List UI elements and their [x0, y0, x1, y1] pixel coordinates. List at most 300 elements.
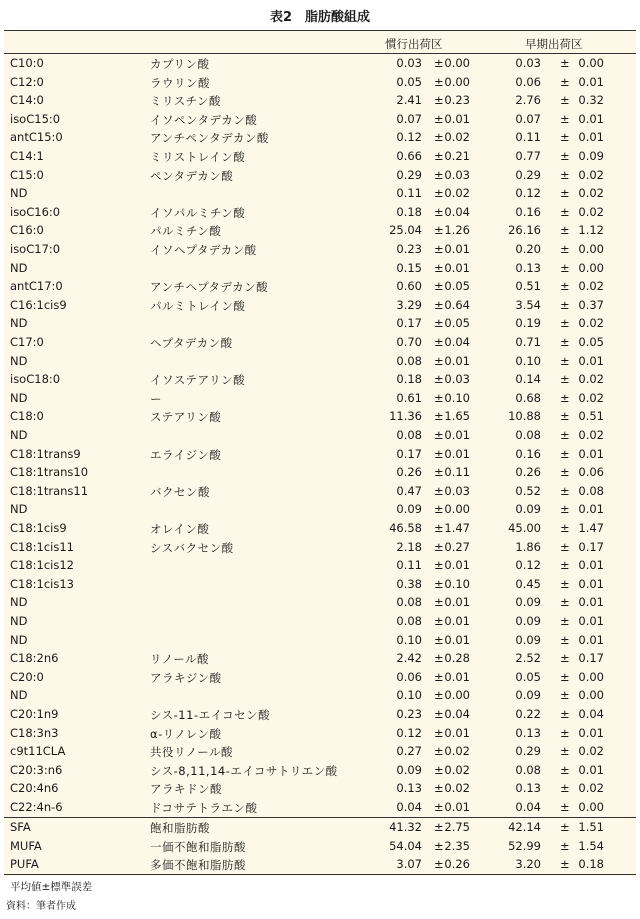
conventional-mean: 11.36 — [389, 409, 422, 424]
acid-code: C22:4n-6 — [10, 800, 63, 814]
early-mean: 0.51 — [515, 279, 541, 294]
acid-name: リノール酸 — [150, 652, 209, 667]
conventional-mean: 2.41 — [396, 93, 422, 108]
plus-minus: ± — [560, 390, 570, 405]
conventional-mean: 0.11 — [396, 186, 422, 201]
plus-minus: ± — [434, 56, 444, 70]
conventional-mean: 0.17 — [396, 446, 422, 461]
early-mean: 0.09 — [515, 632, 541, 647]
acid-code: C18:1trans9 — [10, 446, 81, 461]
plus-minus: ± — [560, 595, 570, 610]
conventional-se: 0.01 — [444, 558, 470, 573]
early-mean: 52.99 — [508, 838, 541, 853]
plus-minus: ± — [434, 372, 444, 387]
plus-minus: ± — [434, 446, 444, 461]
conventional-mean: 0.10 — [396, 632, 422, 647]
plus-minus: ± — [560, 409, 570, 424]
early-mean: 0.77 — [515, 149, 541, 163]
plus-minus: ± — [560, 857, 570, 872]
conventional-mean: 0.06 — [396, 669, 422, 684]
plus-minus: ± — [560, 483, 570, 498]
conventional-se: 0.04 — [444, 204, 470, 219]
conventional-mean: 41.32 — [389, 820, 422, 834]
plus-minus: ± — [560, 204, 570, 219]
conventional-se: 0.10 — [444, 390, 470, 405]
plus-minus: ± — [434, 483, 444, 498]
plus-minus: ± — [560, 558, 570, 573]
plus-minus: ± — [434, 595, 444, 610]
conventional-mean: 2.18 — [396, 539, 422, 554]
plus-minus: ± — [434, 186, 444, 201]
acid-code: ND — [10, 353, 28, 368]
plus-minus: ± — [434, 576, 444, 591]
early-se: 0.08 — [578, 483, 604, 498]
conventional-se: 2.35 — [444, 838, 470, 853]
conventional-se: 0.00 — [444, 74, 470, 89]
early-mean: 0.06 — [515, 74, 541, 89]
plus-minus: ± — [434, 409, 444, 424]
conventional-se: 0.00 — [444, 502, 470, 517]
plus-minus: ± — [434, 762, 444, 777]
acid-code: C18:1trans11 — [10, 483, 89, 498]
conventional-se: 0.01 — [444, 428, 470, 442]
plus-minus: ± — [434, 149, 444, 163]
plus-minus: ± — [560, 502, 570, 517]
early-se: 0.01 — [578, 558, 604, 573]
early-mean: 0.10 — [515, 353, 541, 368]
plus-minus: ± — [434, 539, 444, 554]
early-se: 0.02 — [578, 372, 604, 387]
table-row — [4, 500, 636, 519]
acid-code: C15:0 — [10, 167, 44, 182]
plus-minus: ± — [560, 669, 570, 684]
plus-minus: ± — [434, 335, 444, 349]
acid-name: イソヘプタデカン酸 — [150, 243, 257, 257]
conventional-mean: 0.08 — [396, 353, 422, 368]
table-row — [4, 110, 636, 129]
early-se: 0.00 — [578, 56, 604, 70]
early-mean: 0.29 — [515, 744, 541, 759]
acid-name: ー — [150, 391, 162, 406]
plus-minus: ± — [560, 242, 570, 256]
acid-name: アラキドン酸 — [150, 782, 222, 797]
table-row — [4, 147, 636, 166]
early-mean: 0.16 — [515, 204, 541, 219]
conventional-se: 0.02 — [444, 130, 470, 145]
table-row — [4, 407, 636, 426]
plus-minus: ± — [434, 297, 444, 312]
early-se: 0.01 — [578, 632, 604, 647]
conventional-se: 2.75 — [444, 820, 470, 834]
conventional-se: 0.02 — [444, 186, 470, 201]
acid-name: カプリン酸 — [150, 57, 210, 71]
acid-name: パルミトレイン酸 — [150, 298, 246, 313]
early-mean: 0.11 — [515, 130, 541, 145]
conventional-mean: 0.70 — [396, 335, 422, 349]
plus-minus: ± — [434, 130, 444, 145]
early-mean: 0.13 — [515, 781, 541, 796]
bottom-rule — [4, 874, 636, 875]
table-row — [4, 333, 636, 352]
table-row — [4, 686, 636, 705]
acid-name: シスバクセン酸 — [150, 540, 234, 555]
plus-minus: ± — [434, 800, 444, 814]
acid-name: ドコサテトラエン酸 — [150, 801, 258, 815]
plus-minus: ± — [560, 316, 570, 331]
fatty-acid-table — [4, 30, 636, 893]
plus-minus: ± — [434, 316, 444, 331]
conventional-se: 0.01 — [444, 242, 470, 256]
conventional-se: 0.26 — [444, 857, 470, 872]
plus-minus: ± — [560, 74, 570, 89]
conventional-mean: 25.04 — [389, 223, 422, 238]
plus-minus: ± — [560, 372, 570, 387]
plus-minus: ± — [560, 446, 570, 461]
early-mean: 0.08 — [515, 762, 541, 777]
acid-code: isoC16:0 — [10, 204, 61, 219]
early-mean: 0.04 — [515, 800, 541, 814]
table-row — [4, 203, 636, 222]
plus-minus: ± — [434, 260, 444, 275]
plus-minus: ± — [560, 186, 570, 201]
table-row — [4, 855, 636, 874]
early-mean: 0.09 — [515, 688, 541, 703]
conventional-mean: 3.07 — [396, 857, 422, 872]
acid-name: ミリスチン酸 — [150, 94, 221, 109]
conventional-mean: 2.42 — [396, 651, 422, 666]
early-se: 0.02 — [578, 279, 604, 294]
conventional-mean: 0.07 — [396, 111, 422, 126]
early-mean: 0.07 — [515, 111, 541, 126]
source-note: 資料：筆者作成 — [6, 901, 76, 912]
plus-minus: ± — [560, 465, 570, 480]
acid-code: c9t11CLA — [10, 744, 66, 759]
early-se: 0.00 — [578, 688, 604, 703]
header-early: 早期出荷区 — [525, 37, 583, 51]
early-mean: 0.52 — [515, 483, 541, 498]
plus-minus: ± — [560, 149, 570, 163]
early-mean: 0.71 — [515, 335, 541, 349]
conventional-se: 0.04 — [444, 335, 470, 349]
early-se: 0.18 — [578, 857, 604, 872]
early-se: 0.01 — [578, 595, 604, 610]
conventional-se: 0.01 — [444, 725, 470, 740]
conventional-mean: 0.18 — [396, 204, 422, 219]
acid-name: ペンタデカン酸 — [150, 168, 234, 183]
table-row — [4, 538, 636, 557]
acid-code: C10:0 — [10, 56, 44, 70]
table-row — [4, 779, 636, 798]
conventional-mean: 0.60 — [396, 279, 422, 294]
acid-name: オレイン酸 — [150, 522, 210, 536]
early-se: 0.02 — [578, 167, 604, 182]
acid-code: C16:1cis9 — [10, 297, 67, 312]
early-mean: 0.29 — [515, 167, 541, 182]
plus-minus: ± — [434, 820, 444, 834]
conventional-mean: 0.08 — [396, 595, 422, 610]
early-se: 1.12 — [578, 223, 604, 238]
plus-minus: ± — [434, 465, 444, 480]
early-se: 0.01 — [578, 762, 604, 777]
early-mean: 0.22 — [515, 707, 541, 721]
acid-code: ND — [10, 316, 28, 331]
acid-code: MUFA — [10, 838, 42, 853]
early-mean: 2.76 — [515, 93, 541, 108]
acid-name: 飽和脂肪酸 — [150, 821, 210, 835]
plus-minus: ± — [434, 688, 444, 703]
acid-code: ND — [10, 260, 28, 275]
early-se: 0.02 — [578, 204, 604, 219]
early-mean: 3.54 — [515, 297, 541, 312]
acid-name: イソペンタデカン酸 — [150, 112, 258, 127]
plus-minus: ± — [560, 725, 570, 740]
table-row — [4, 742, 636, 761]
plus-minus: ± — [434, 204, 444, 219]
acid-code: C17:0 — [10, 335, 44, 349]
conventional-mean: 0.29 — [396, 167, 422, 182]
early-mean: 1.86 — [515, 539, 541, 554]
conventional-mean: 0.27 — [396, 744, 422, 759]
acid-code: SFA — [10, 820, 31, 834]
acid-code: C20:4n6 — [10, 781, 59, 796]
plus-minus: ± — [560, 56, 570, 70]
plus-minus: ± — [560, 707, 570, 721]
table-row — [4, 556, 636, 575]
conventional-mean: 0.26 — [396, 465, 422, 480]
plus-minus: ± — [560, 744, 570, 759]
table-row — [4, 370, 636, 389]
table-row — [4, 73, 636, 92]
conventional-mean: 0.09 — [396, 762, 422, 777]
acid-code: C12:0 — [10, 74, 44, 89]
table-row — [4, 166, 636, 185]
table-row — [4, 612, 636, 631]
conventional-se: 0.05 — [444, 316, 470, 331]
conventional-se: 1.47 — [444, 521, 470, 535]
table-row — [4, 54, 636, 73]
plus-minus: ± — [434, 167, 444, 182]
conventional-mean: 3.29 — [396, 297, 422, 312]
plus-minus: ± — [560, 800, 570, 814]
early-mean: 0.20 — [515, 242, 541, 256]
conventional-se: 0.27 — [444, 539, 470, 554]
early-se: 0.09 — [578, 149, 604, 163]
plus-minus: ± — [560, 335, 570, 349]
conventional-se: 0.01 — [444, 353, 470, 368]
early-se: 0.00 — [578, 242, 604, 256]
table-row — [4, 818, 636, 837]
acid-name: 多価不飽和脂肪酸 — [150, 858, 246, 873]
table-row — [4, 575, 636, 594]
acid-code: isoC17:0 — [10, 242, 61, 256]
early-mean: 2.52 — [515, 651, 541, 666]
early-mean: 0.12 — [515, 558, 541, 573]
plus-minus: ± — [560, 688, 570, 703]
plus-minus: ± — [434, 744, 444, 759]
table-row — [4, 128, 636, 147]
conventional-mean: 46.58 — [389, 521, 422, 535]
plus-minus: ± — [434, 669, 444, 684]
conventional-se: 0.11 — [444, 465, 470, 480]
early-mean: 0.19 — [515, 316, 541, 331]
early-mean: 0.45 — [515, 576, 541, 591]
conventional-mean: 0.08 — [396, 428, 422, 442]
table-row — [4, 389, 636, 408]
plus-minus: ± — [434, 111, 444, 126]
table-title: 表2 脂肪酸組成 — [269, 10, 371, 25]
conventional-se: 0.01 — [444, 632, 470, 647]
plus-minus: ± — [560, 260, 570, 275]
early-se: 0.01 — [578, 614, 604, 628]
conventional-se: 0.01 — [444, 800, 470, 814]
early-se: 0.37 — [578, 297, 604, 312]
acid-name: α-リノレン酸 — [150, 726, 222, 741]
early-mean: 0.16 — [515, 446, 541, 461]
early-se: 0.32 — [578, 93, 604, 108]
plus-minus: ± — [560, 111, 570, 126]
acid-name: ステアリン酸 — [150, 410, 222, 425]
early-se: 0.01 — [578, 130, 604, 145]
acid-code: ND — [10, 595, 28, 610]
plus-minus: ± — [434, 353, 444, 368]
conventional-mean: 0.10 — [396, 688, 422, 703]
acid-code: C18:1trans10 — [10, 465, 89, 480]
acid-name: アンチペンタデカン酸 — [150, 131, 269, 146]
conventional-se: 1.26 — [444, 223, 470, 238]
acid-name: バクセン酸 — [150, 484, 210, 499]
table-row — [4, 277, 636, 296]
conventional-mean: 0.61 — [396, 390, 422, 405]
acid-name: イソステアリン酸 — [150, 373, 246, 388]
early-mean: 0.03 — [515, 56, 541, 70]
acid-code: ND — [10, 186, 28, 201]
early-se: 0.01 — [578, 576, 604, 591]
table-row — [4, 445, 636, 464]
conventional-se: 0.02 — [444, 744, 470, 759]
plus-minus: ± — [434, 502, 444, 517]
early-se: 0.00 — [578, 800, 604, 814]
conventional-se: 0.01 — [444, 614, 470, 628]
footnote: 平均値±標準誤差 — [10, 881, 93, 893]
plus-minus: ± — [560, 539, 570, 554]
early-se: 0.01 — [578, 725, 604, 740]
early-se: 0.01 — [578, 353, 604, 368]
early-se: 0.02 — [578, 744, 604, 759]
table-row — [4, 705, 636, 724]
table-row — [4, 91, 636, 110]
plus-minus: ± — [434, 651, 444, 666]
plus-minus: ± — [560, 279, 570, 294]
conventional-se: 0.02 — [444, 762, 470, 777]
table-row — [4, 426, 636, 445]
conventional-se: 0.03 — [444, 167, 470, 182]
table-row — [4, 668, 636, 687]
table-row — [4, 296, 636, 315]
conventional-se: 0.01 — [444, 595, 470, 610]
plus-minus: ± — [434, 242, 444, 256]
table-row — [4, 593, 636, 612]
conventional-mean: 0.04 — [396, 800, 422, 814]
conventional-mean: 0.12 — [396, 725, 422, 740]
acid-code: ND — [10, 502, 28, 517]
plus-minus: ± — [560, 838, 570, 853]
conventional-se: 0.28 — [444, 651, 470, 666]
plus-minus: ± — [434, 838, 444, 853]
plus-minus: ± — [560, 428, 570, 442]
early-se: 0.00 — [578, 669, 604, 684]
table-row — [4, 259, 636, 278]
conventional-mean: 0.13 — [396, 781, 422, 796]
conventional-mean: 0.38 — [396, 576, 422, 591]
acid-code: C14:0 — [10, 93, 44, 108]
acid-name: アラキジン酸 — [150, 670, 222, 685]
early-mean: 0.12 — [515, 186, 541, 201]
table-row — [4, 649, 636, 668]
conventional-mean: 0.17 — [396, 316, 422, 331]
conventional-se: 0.00 — [444, 688, 470, 703]
acid-code: C14:1 — [10, 149, 44, 163]
plus-minus: ± — [560, 223, 570, 238]
conventional-mean: 0.15 — [396, 260, 422, 275]
conventional-mean: 0.23 — [396, 242, 422, 256]
conventional-mean: 54.04 — [389, 838, 422, 853]
conventional-se: 0.01 — [444, 446, 470, 461]
table-row — [4, 221, 636, 240]
plus-minus: ± — [560, 762, 570, 777]
early-mean: 3.20 — [515, 857, 541, 872]
acid-code: C20:0 — [10, 669, 44, 684]
table-row — [4, 761, 636, 780]
conventional-mean: 0.66 — [396, 149, 422, 163]
conventional-se: 0.23 — [444, 93, 470, 108]
early-mean: 0.09 — [515, 502, 541, 517]
conventional-se: 0.01 — [444, 260, 470, 275]
conventional-se: 0.04 — [444, 707, 470, 721]
header-conventional: 慣行出荷区 — [385, 37, 443, 51]
table-row — [4, 631, 636, 650]
early-se: 0.05 — [578, 335, 604, 349]
conventional-se: 0.10 — [444, 576, 470, 591]
plus-minus: ± — [434, 521, 444, 535]
plus-minus: ± — [434, 614, 444, 628]
early-mean: 0.08 — [515, 428, 541, 442]
acid-code: C18:1cis11 — [10, 539, 74, 554]
acid-code: C18:0 — [10, 409, 44, 424]
acid-code: C18:1cis13 — [10, 576, 74, 591]
acid-name: シス-11-エイコセン酸 — [150, 708, 271, 722]
conventional-mean: 0.23 — [396, 707, 422, 721]
early-se: 1.47 — [578, 521, 604, 535]
early-se: 0.02 — [578, 390, 604, 405]
plus-minus: ± — [560, 576, 570, 591]
plus-minus: ± — [560, 820, 570, 834]
acid-code: ND — [10, 632, 28, 647]
conventional-mean: 0.09 — [396, 502, 422, 517]
early-se: 0.00 — [578, 260, 604, 275]
plus-minus: ± — [560, 93, 570, 108]
acid-code: ND — [10, 688, 28, 703]
plus-minus: ± — [434, 857, 444, 872]
acid-name: ラウリン酸 — [150, 75, 210, 90]
early-mean: 0.13 — [515, 725, 541, 740]
acid-name: 一価不飽和脂肪酸 — [150, 839, 246, 854]
plus-minus: ± — [434, 558, 444, 573]
early-se: 0.02 — [578, 781, 604, 796]
plus-minus: ± — [560, 521, 570, 535]
conventional-se: 0.64 — [444, 297, 470, 312]
early-se: 0.01 — [578, 74, 604, 89]
early-mean: 0.14 — [515, 372, 541, 387]
